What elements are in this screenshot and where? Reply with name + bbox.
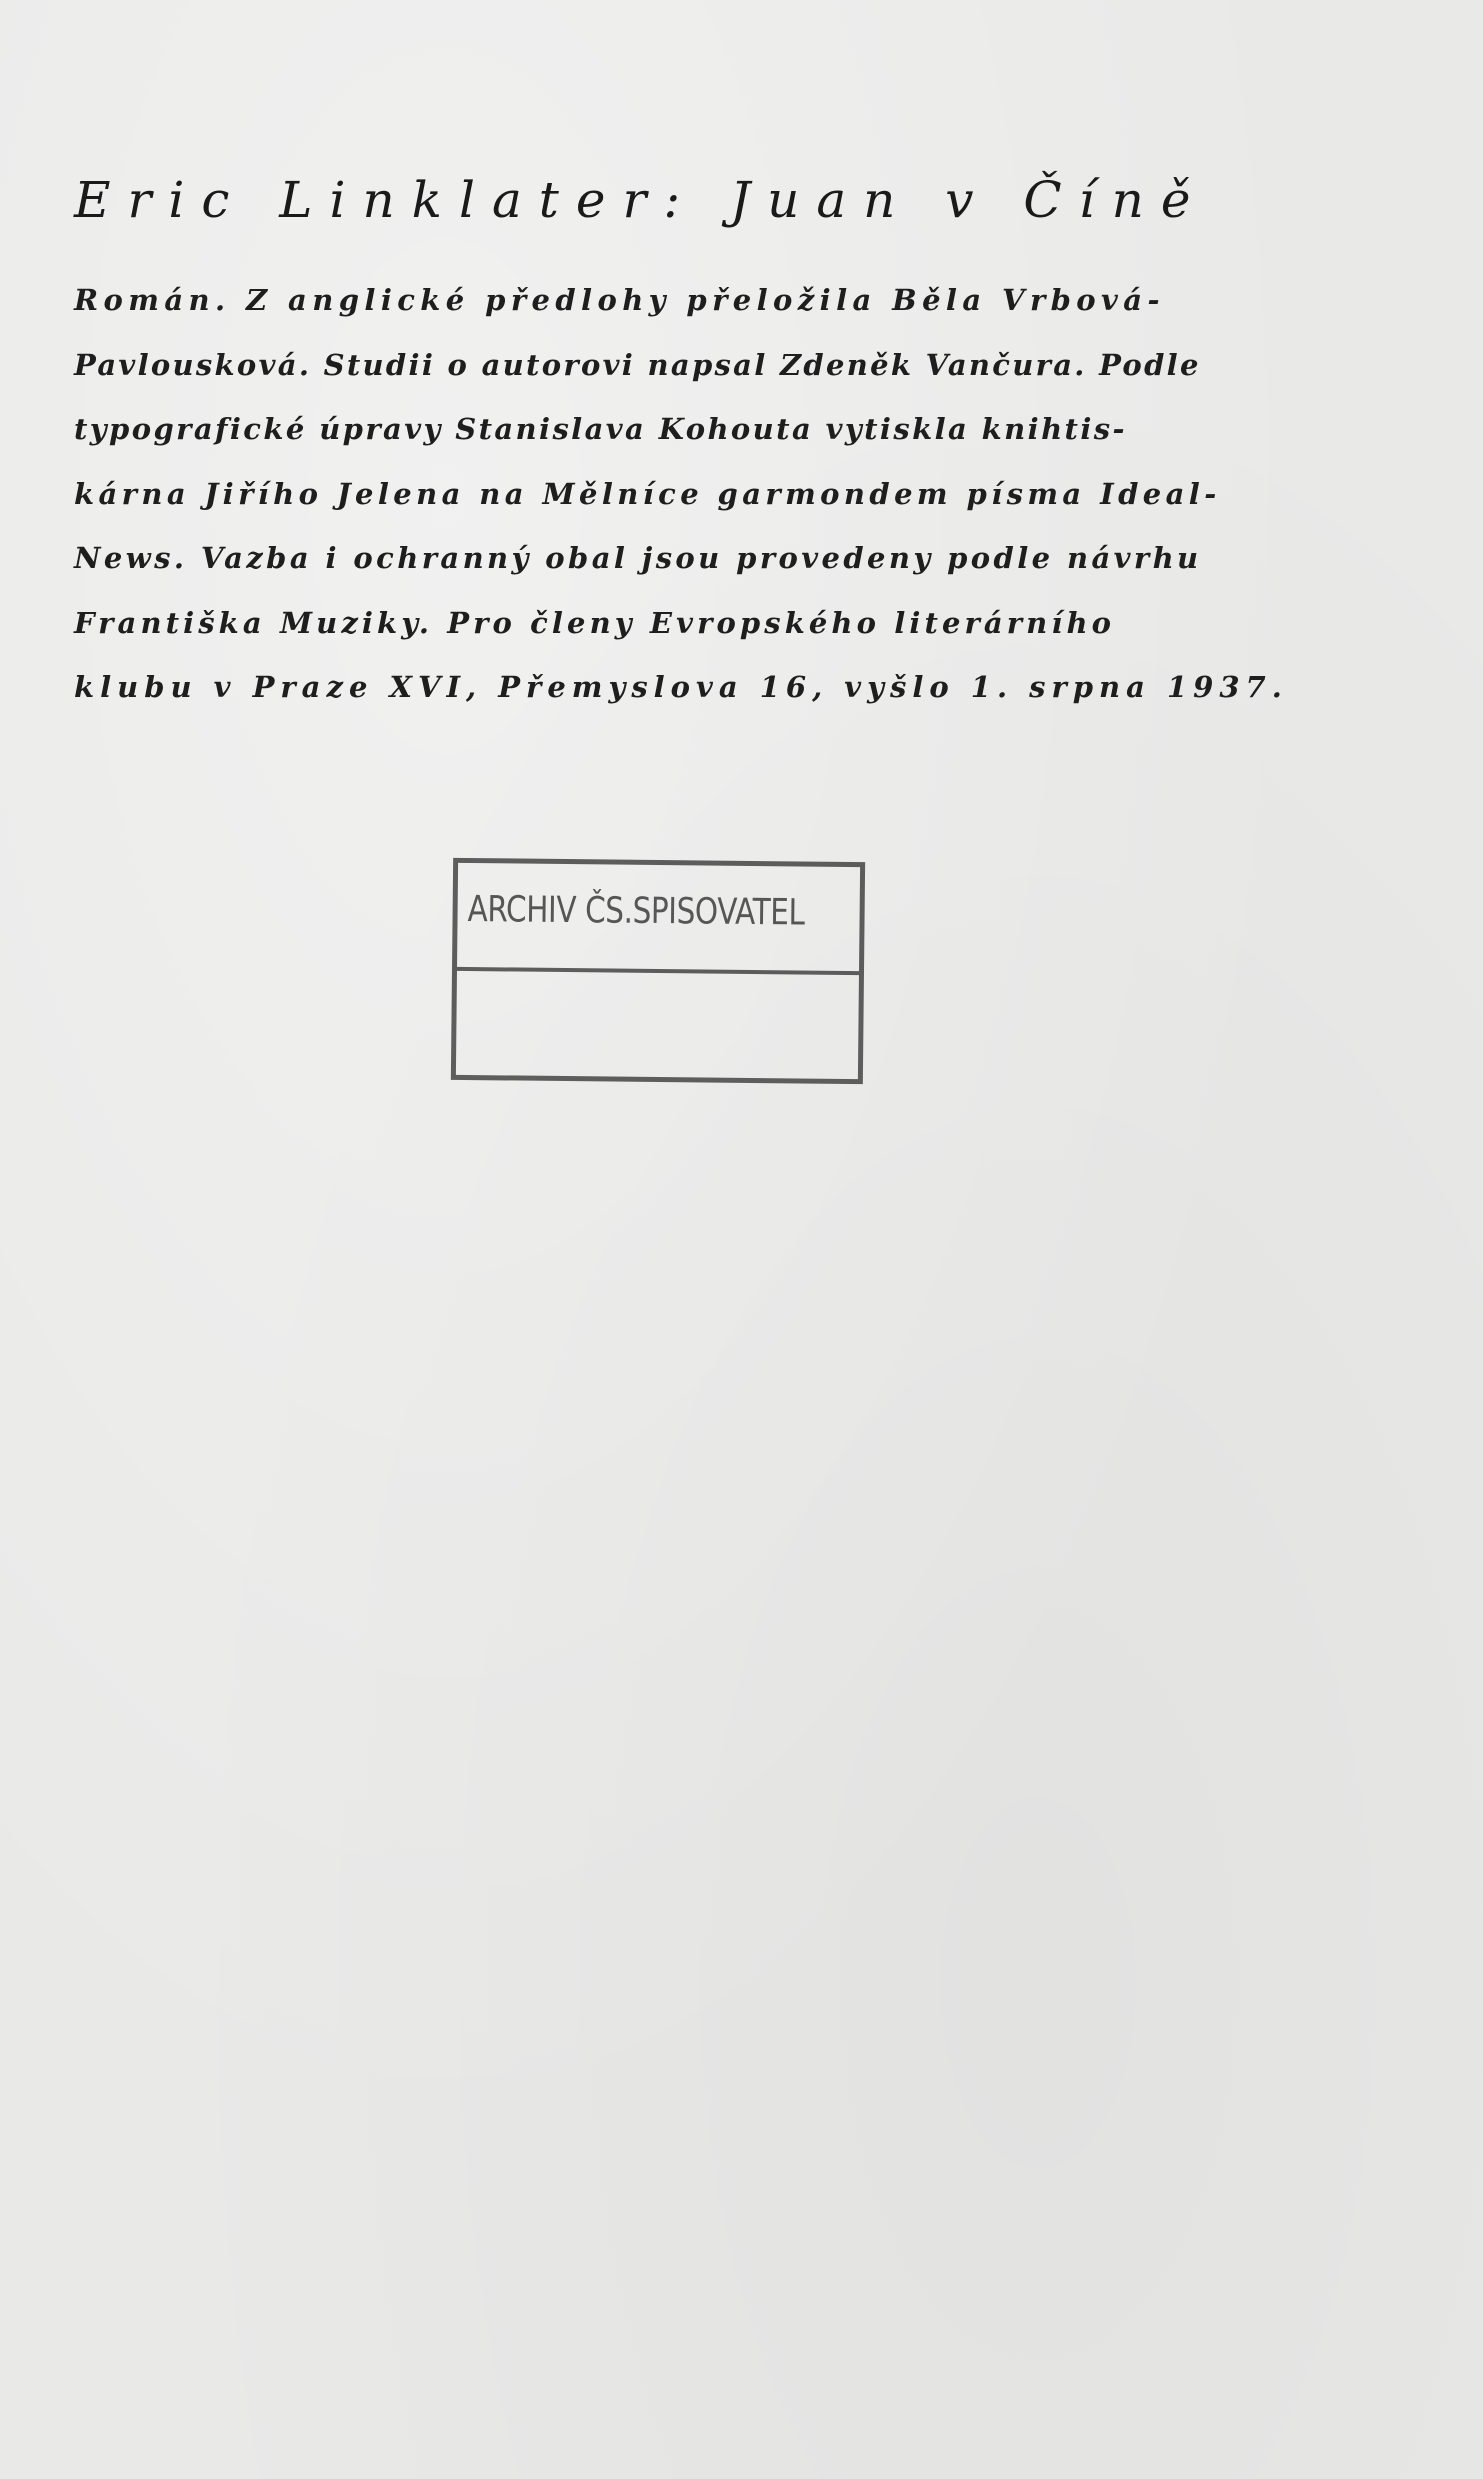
colophon-line-5: News. Vazba i ochranný obal jsou provedeny podle návrhu <box>74 541 1202 575</box>
colophon <box>74 160 1288 720</box>
colophon-line-3: typografické úpravy Stanislava Kohouta vytiskla knihtis- <box>74 412 1127 446</box>
colophon-line-6: Františka Muziky. Pro členy Evropského literárního <box>74 605 1116 640</box>
colophon-line-2: Pavlousková. Studii o autorovi napsal Zdeněk Vančura. Podle <box>74 347 1201 382</box>
colophon-line-7: klubu v Praze XVI, Přemyslova 16, vyšlo 1. srpna 1937. <box>74 670 1288 704</box>
archive-stamp-text: ARCHIV ČS.SPISOVATEL <box>467 889 805 934</box>
colophon-line-1: Román. Z anglické předlohy přeložila Běla Vrbová- <box>74 283 1165 317</box>
colophon-line-4: kárna Jiřího Jelena na Mělníce garmondem písma Ideal- <box>74 476 1221 511</box>
stamp-divider <box>457 967 859 975</box>
archive-stamp <box>451 858 865 1084</box>
book-title: Eric Linklater: Juan v Číně <box>74 171 1208 229</box>
